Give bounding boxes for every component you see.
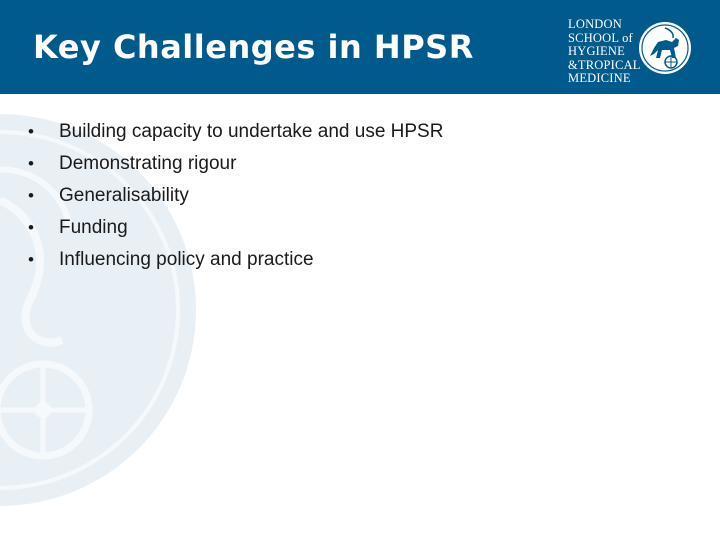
- list-item: [28, 150, 443, 182]
- list-item: [28, 182, 443, 214]
- logo-line: HYGIENE: [568, 44, 625, 58]
- bullet-text: Generalisability: [59, 185, 189, 206]
- logo-line: SCHOOL of: [568, 30, 633, 45]
- bullet-text: Demonstrating rigour: [59, 153, 237, 174]
- logo-wordmark: [568, 17, 641, 86]
- bullet-list: [28, 118, 443, 278]
- bullet-icon: •: [28, 218, 34, 237]
- title-bar: [0, 0, 720, 94]
- logo-line: &TROPICAL: [568, 57, 641, 72]
- bullet-icon: •: [28, 186, 34, 205]
- logo-line: LONDON: [568, 17, 622, 31]
- slide-title: Key Challenges in HPSR: [33, 28, 474, 66]
- list-item: [28, 246, 443, 278]
- list-item: [28, 214, 443, 246]
- bullet-text: Funding: [59, 217, 128, 238]
- bullet-icon: •: [28, 122, 34, 141]
- list-item: [28, 118, 443, 150]
- bullet-text: Influencing policy and practice: [59, 249, 314, 270]
- bullet-icon: •: [28, 250, 34, 269]
- logo-line: MEDICINE: [568, 71, 631, 85]
- crest-icon: [638, 18, 692, 78]
- bullet-text: Building capacity to undertake and use HPSR: [59, 121, 444, 142]
- lshtm-logo: [568, 17, 692, 85]
- bullet-icon: •: [28, 154, 34, 173]
